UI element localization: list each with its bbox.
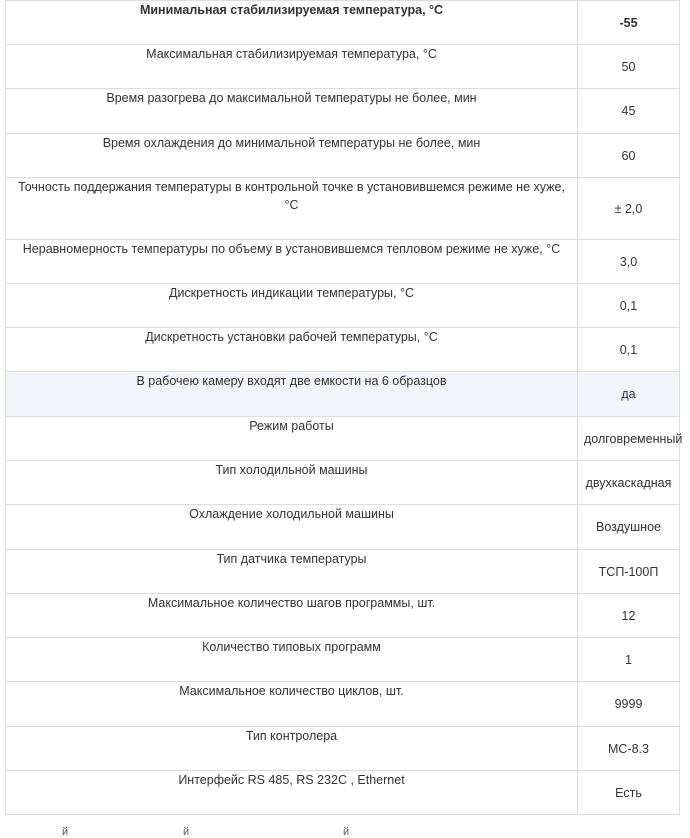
value-cell: ± 2,0 [578,178,680,240]
param-cell: Максимальная стабилизируемая температура, °С [6,45,578,89]
param-cell: Дискретность установки рабочей температуры, °С [6,328,578,372]
param-cell: Максимальное количество циклов, шт. [6,682,578,727]
param-cell: Интерфейс RS 485, RS 232С , Ethernet [6,771,578,815]
param-cell: Тип датчика температуры [6,550,578,594]
value-cell: 3,0 [578,240,680,284]
table-row [6,771,680,815]
param-cell: Охлаждение холодильной машины [6,505,578,550]
table-row [6,328,680,372]
param-cell: Время охлаждения до минимальной температуры не более, мин [6,134,578,178]
text-fragment: й [62,826,69,838]
table-row [6,284,680,328]
table-row [6,417,680,461]
param-cell: Количество типовых программ [6,638,578,682]
table-row [6,45,680,89]
value-cell: 0,1 [578,328,680,372]
table-row [6,240,680,284]
specifications-table [5,0,683,815]
value-cell: 0,1 [578,284,680,328]
value-cell: 50 [578,45,680,89]
param-cell: Тип контролера [6,727,578,771]
cut-off-text-fragment [0,826,690,838]
param-cell: Минимальная стабилизируемая температура, °С [6,1,578,45]
param-cell: В рабочею камеру входят две емкости на 6 образцов [6,372,578,417]
table-row [6,372,680,417]
table-row [6,89,680,134]
value-cell: МС-8.3 [578,727,680,771]
value-cell: 45 [578,89,680,134]
value-cell: -55 [578,1,680,45]
table-row [6,505,680,550]
value-cell: 9999 [578,682,680,727]
value-cell: 60 [578,134,680,178]
table-row [6,134,680,178]
table-row [6,178,680,240]
param-cell: Время разогрева до максимальной температуры не более, мин [6,89,578,134]
param-cell: Тип холодильной машины [6,461,578,505]
param-cell: Максимальное количество шагов программы, шт. [6,594,578,638]
table-row [6,682,680,727]
param-cell: Точность поддержания температуры в контрольной точке в установившемся режиме не хуже, °С [6,178,578,240]
value-cell: 1 [578,638,680,682]
value-cell: двухкаскадная [578,461,680,505]
value-cell: долговременный [578,417,680,461]
text-fragment: й [343,826,350,838]
table-row [6,1,680,45]
table-row [6,727,680,771]
value-cell: 12 [578,594,680,638]
table-row [6,550,680,594]
text-fragment: й [183,826,190,838]
param-cell: Режим работы [6,417,578,461]
value-cell: Есть [578,771,680,815]
value-cell: Воздушное [578,505,680,550]
value-cell: ТСП-100П [578,550,680,594]
value-cell: да [578,372,680,417]
table-row [6,461,680,505]
table-row [6,638,680,682]
table-row [6,594,680,638]
param-cell: Неравномерность температуры по объему в установившемся тепловом режиме не хуже, °С [6,240,578,284]
param-cell: Дискретность индикации температуры, °С [6,284,578,328]
